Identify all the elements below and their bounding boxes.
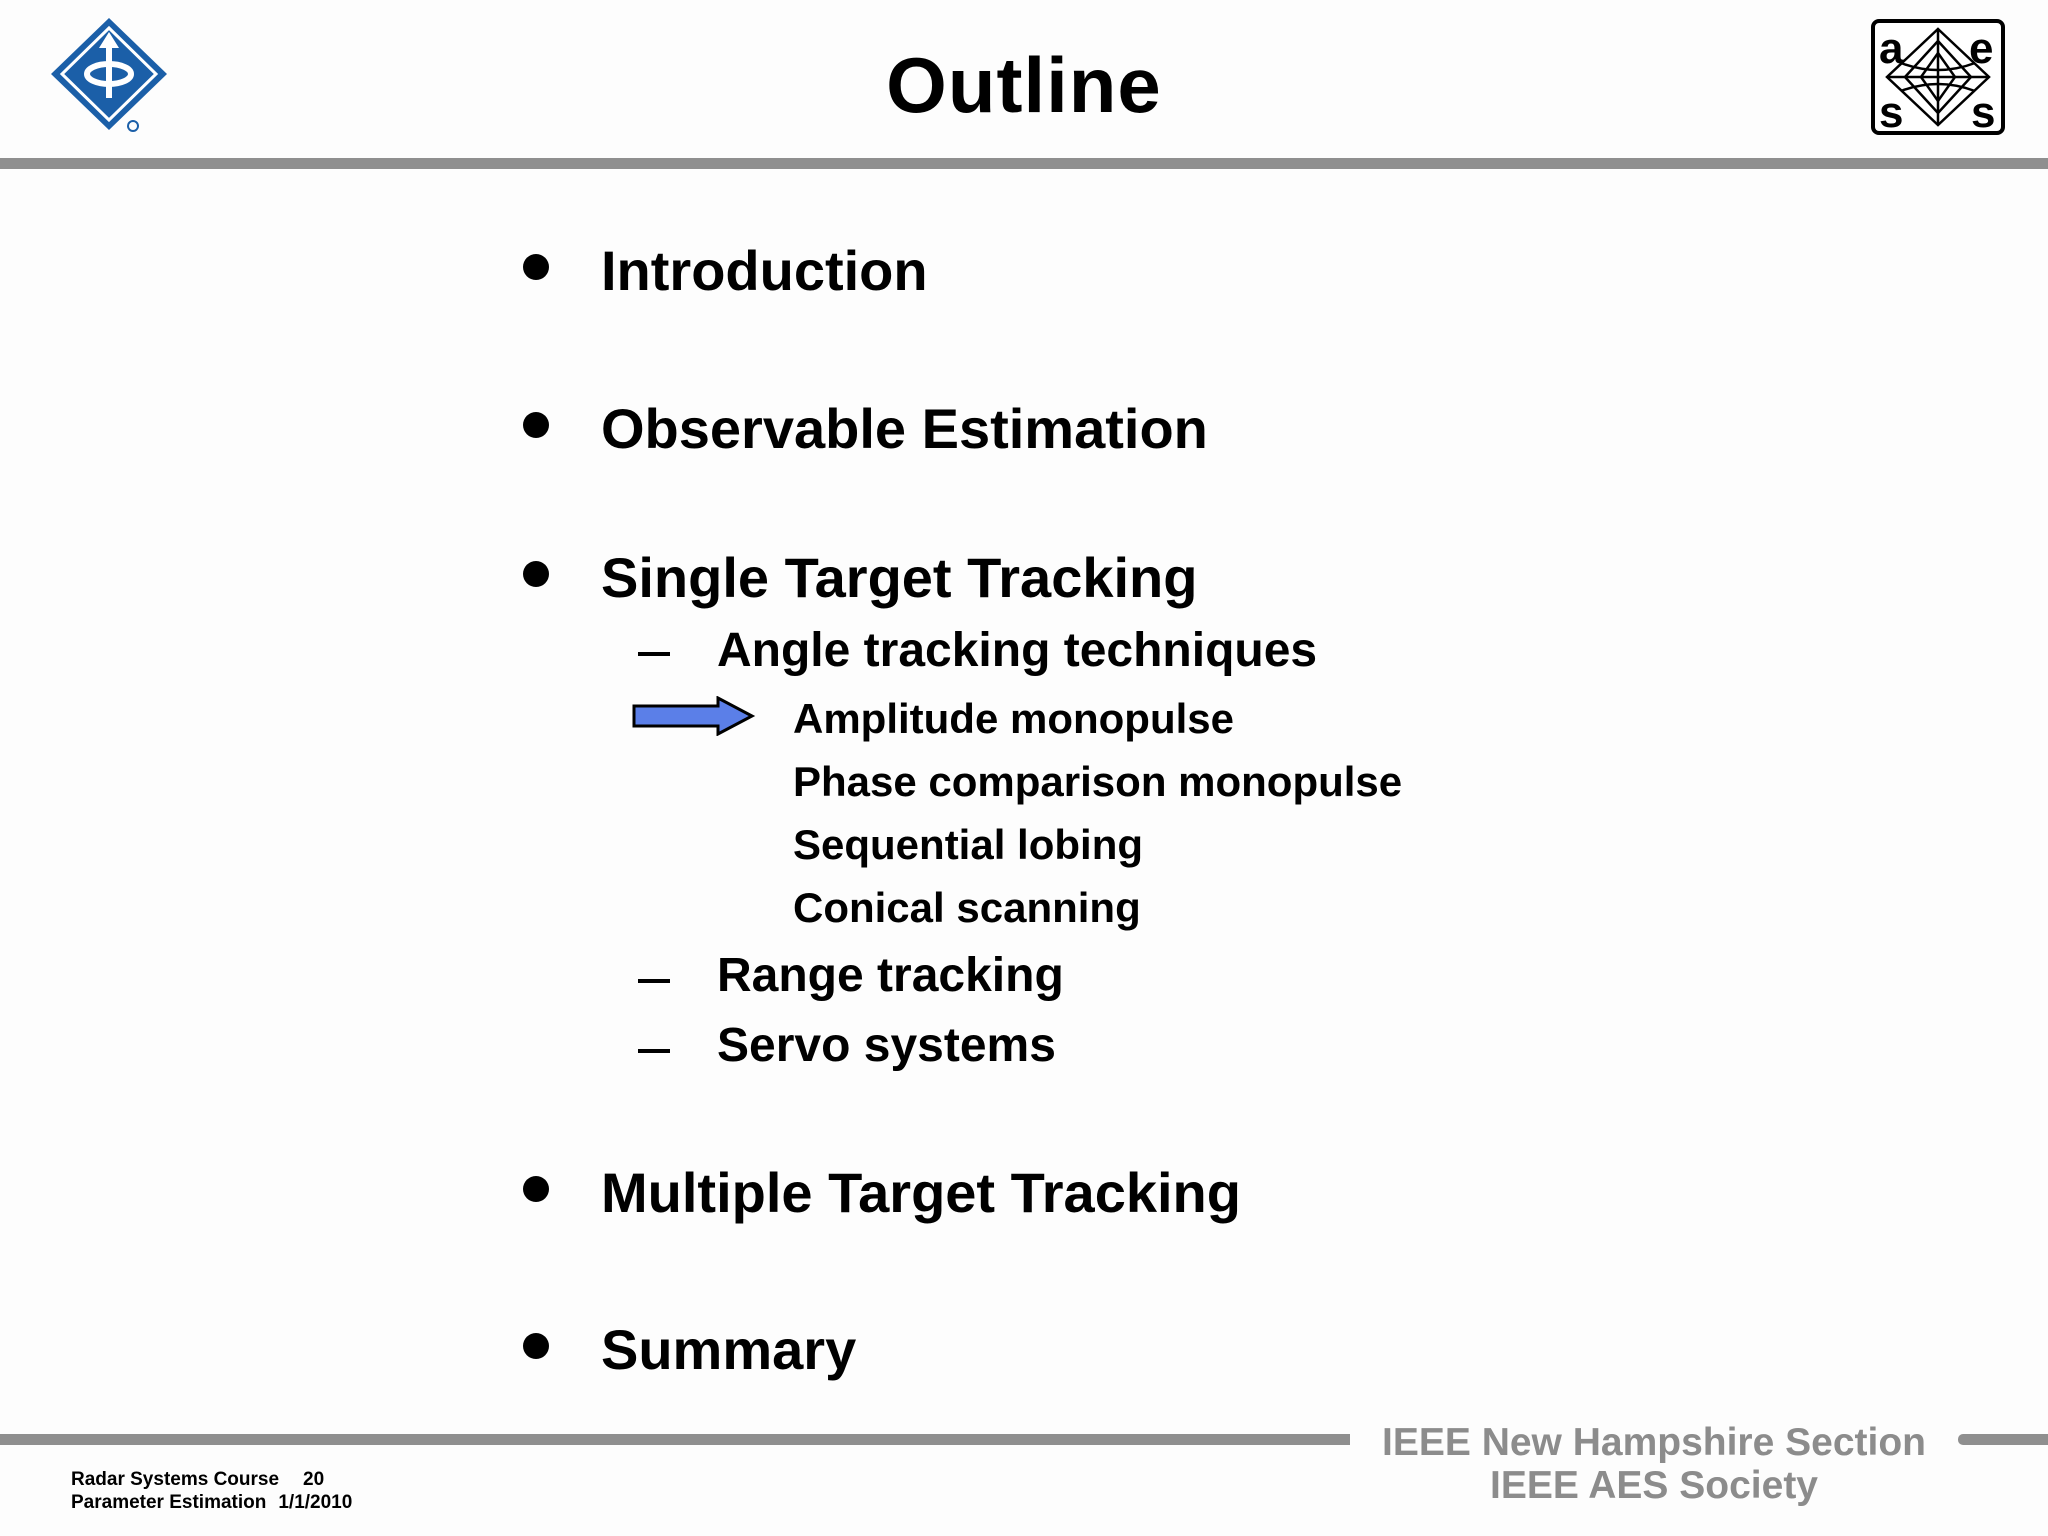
aes-letter-e: e xyxy=(1969,24,1994,73)
footer-rule-end xyxy=(1958,1434,2048,1445)
technique-phase-comparison-monopulse: Phase comparison monopulse xyxy=(793,758,1403,805)
aes-letter-s-right: s xyxy=(1971,88,1996,135)
subitem-range-tracking: Range tracking xyxy=(717,949,1064,1002)
dash-icon xyxy=(638,979,670,983)
technique-conical-scanning: Conical scanning xyxy=(793,884,1141,931)
footer-org-society: IEEE AES Society xyxy=(1489,1464,1818,1507)
subitem-servo-systems: Servo systems xyxy=(717,1019,1056,1072)
outline-item-introduction: Introduction xyxy=(601,239,928,302)
bullet-icon xyxy=(523,412,549,438)
footer-course-line xyxy=(71,1468,324,1491)
page-title: Outline xyxy=(886,41,1162,129)
footer-date: 1/1/2010 xyxy=(278,1492,353,1513)
bullet-icon xyxy=(523,1333,549,1359)
footer-page-number: 20 xyxy=(303,1469,325,1490)
outline-item-single-target-tracking: Single Target Tracking xyxy=(601,546,1198,609)
outline-item-observable-estimation: Observable Estimation xyxy=(601,397,1208,460)
bullet-icon xyxy=(523,561,549,587)
aes-letter-a: a xyxy=(1879,24,1904,73)
bullet-icon xyxy=(523,254,549,280)
dash-icon xyxy=(638,652,670,656)
footer-topic: Parameter Estimation xyxy=(71,1492,267,1513)
footer-rule xyxy=(0,1434,1350,1445)
aes-logo xyxy=(1871,19,2005,135)
aes-society-icon xyxy=(1871,19,2005,135)
technique-amplitude-monopulse: Amplitude monopulse xyxy=(793,695,1234,742)
technique-sequential-lobing: Sequential lobing xyxy=(793,821,1144,868)
header-rule xyxy=(0,158,2048,169)
outline-item-summary: Summary xyxy=(601,1318,857,1381)
footer-org-section: IEEE New Hampshire Section xyxy=(1381,1421,1926,1464)
footer-course: Radar Systems Course xyxy=(71,1469,280,1490)
aes-letter-s-left: s xyxy=(1879,88,1904,135)
right-arrow-icon xyxy=(632,696,756,736)
footer-topic-line xyxy=(71,1491,352,1514)
bullet-icon xyxy=(523,1176,549,1202)
subitem-angle-tracking: Angle tracking techniques xyxy=(717,624,1318,677)
outline-item-multiple-target-tracking: Multiple Target Tracking xyxy=(601,1161,1241,1224)
dash-icon xyxy=(638,1049,670,1053)
